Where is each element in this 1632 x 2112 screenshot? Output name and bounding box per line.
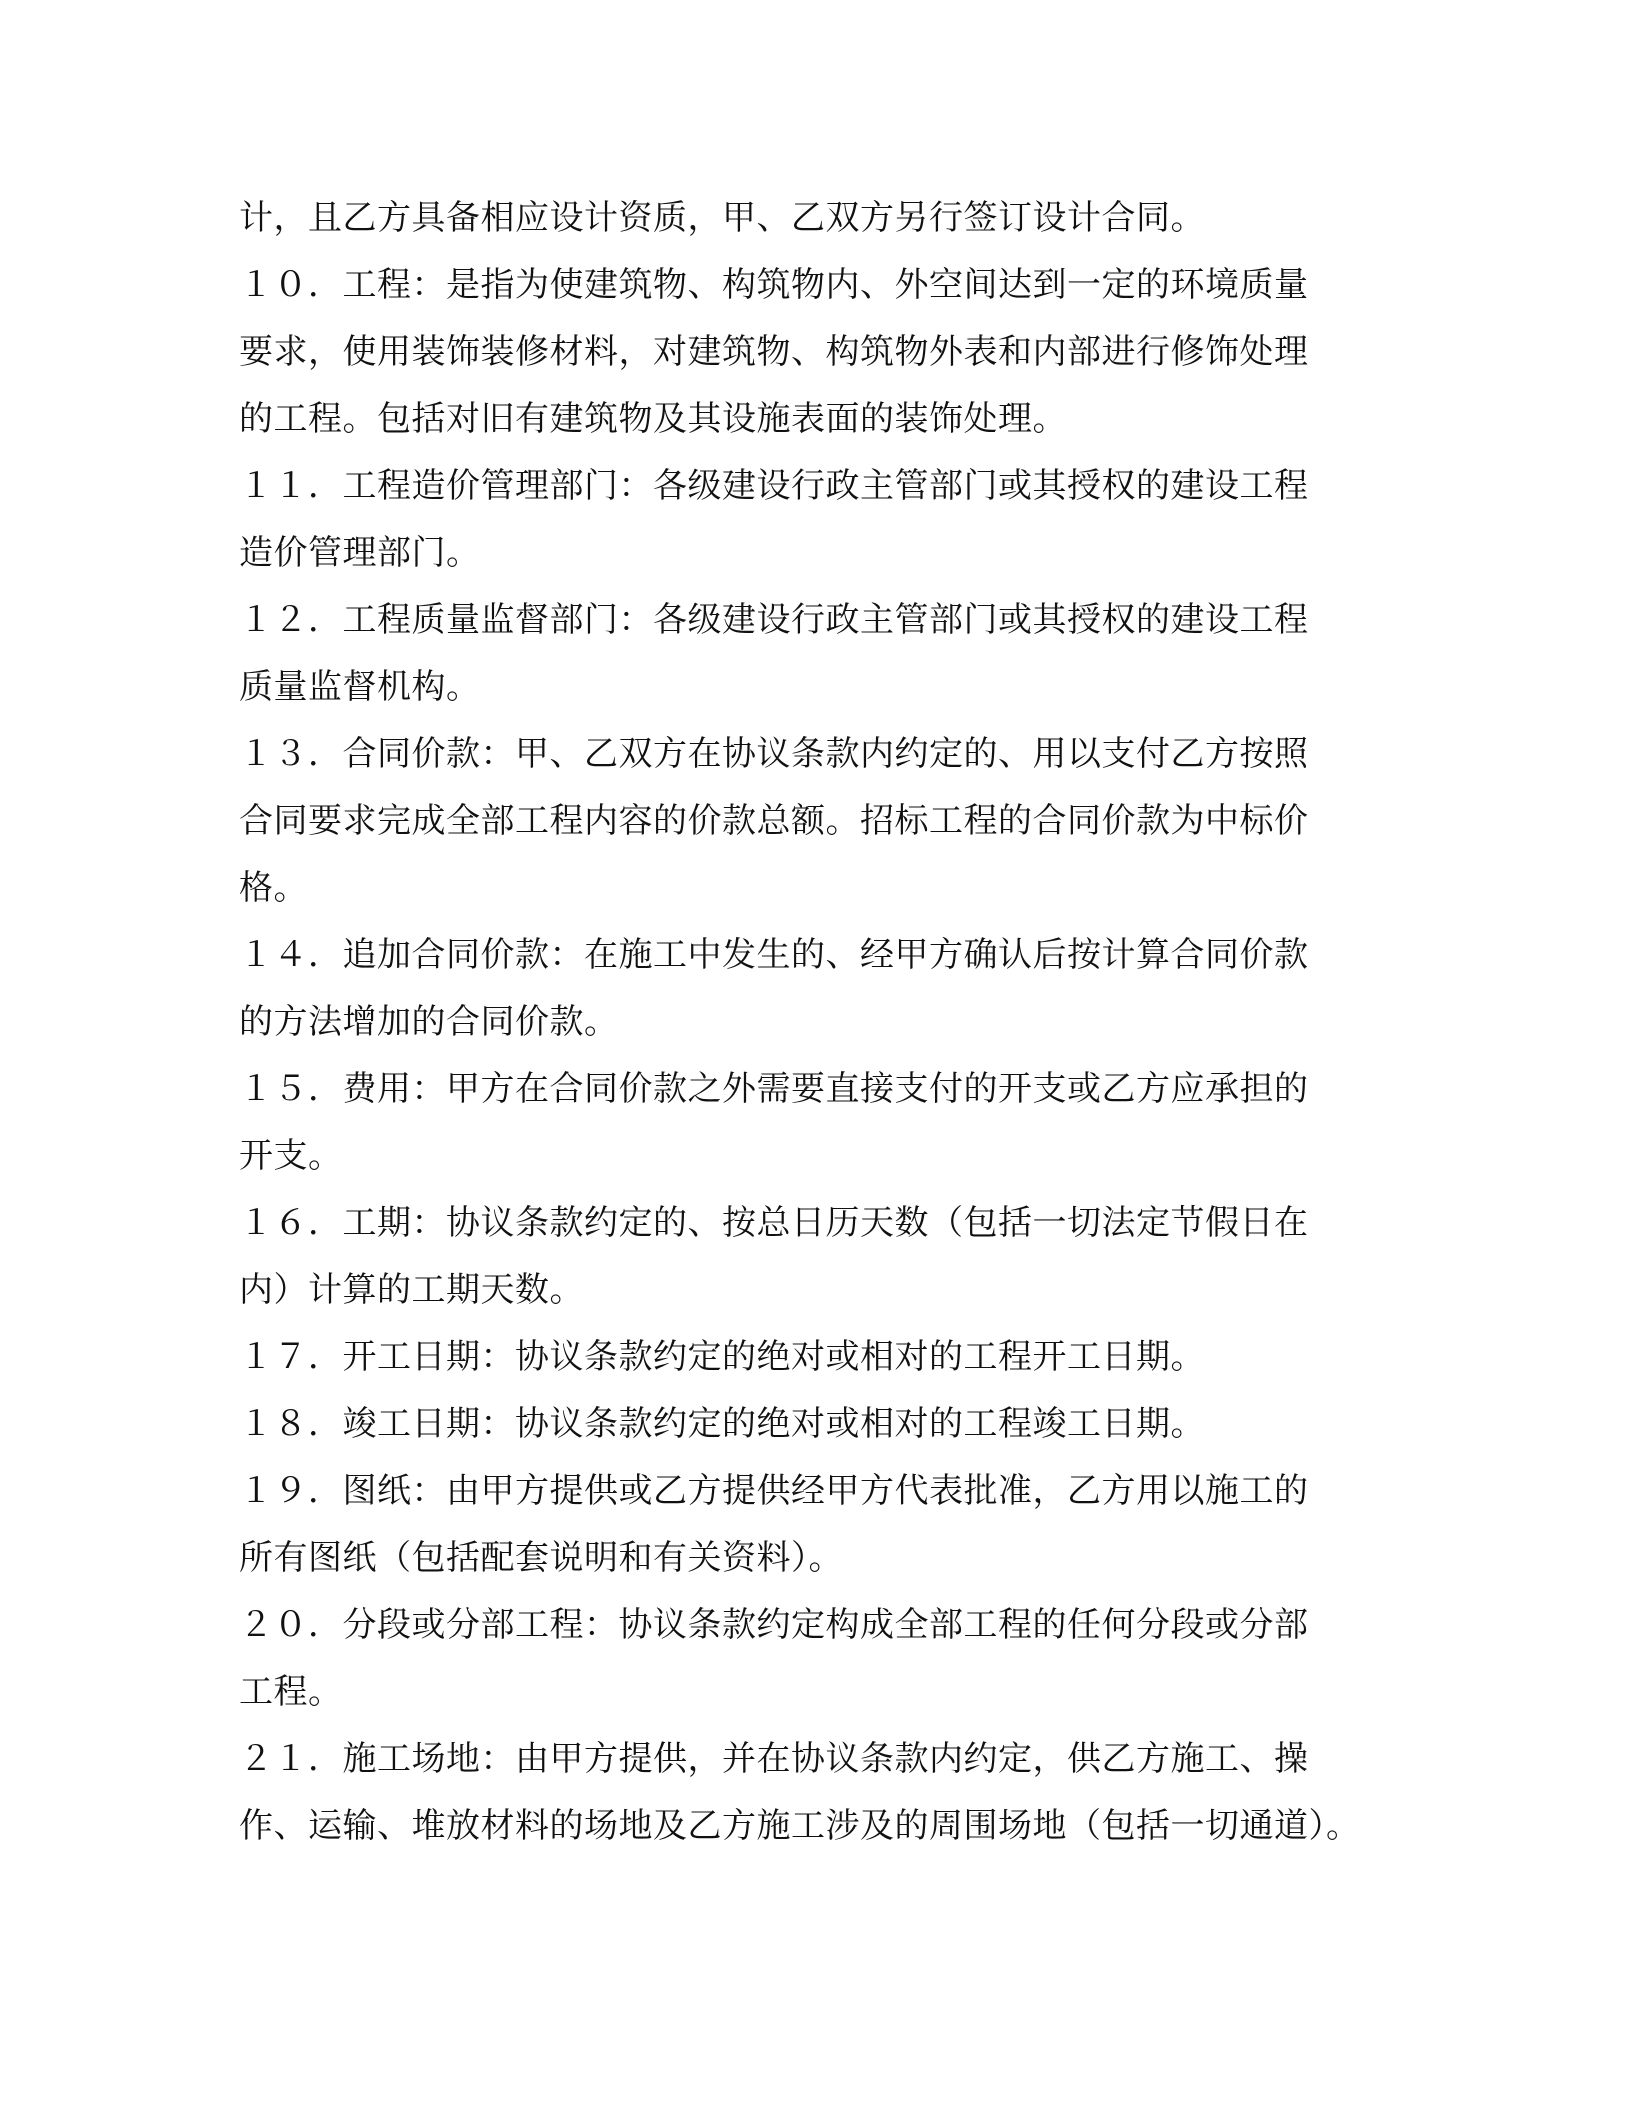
text-line: 作、运输、堆放材料的场地及乙方施工涉及的周围场地（包括一切通道）。 bbox=[239, 1806, 1361, 1846]
text-line: 的方法增加的合同价款。 bbox=[239, 1002, 619, 1042]
text-line: 合同要求完成全部工程内容的价款总额。招标工程的合同价款为中标价 bbox=[239, 801, 1309, 841]
text-line: １３．合同价款：甲、乙双方在协议条款内约定的、用以支付乙方按照 bbox=[239, 734, 1309, 774]
text-line: 格。 bbox=[239, 868, 308, 908]
text-line: 要求，使用装饰装修材料，对建筑物、构筑物外表和内部进行修饰处理 bbox=[239, 332, 1309, 372]
text-line: 工程。 bbox=[239, 1672, 343, 1712]
text-line: １１．工程造价管理部门：各级建设行政主管部门或其授权的建设工程 bbox=[239, 466, 1309, 506]
text-line: ２１．施工场地：由甲方提供，并在协议条款内约定，供乙方施工、操 bbox=[239, 1739, 1309, 1779]
text-line: １６．工期：协议条款约定的、按总日历天数（包括一切法定节假日在 bbox=[239, 1203, 1309, 1243]
text-line: １７．开工日期：协议条款约定的绝对或相对的工程开工日期。 bbox=[239, 1337, 1205, 1377]
text-line: 质量监督机构。 bbox=[239, 667, 481, 707]
text-line: １９．图纸：由甲方提供或乙方提供经甲方代表批准，乙方用以施工的 bbox=[239, 1471, 1309, 1511]
document-body bbox=[239, 185, 1384, 1860]
text-line: １５．费用：甲方在合同价款之外需要直接支付的开支或乙方应承担的 bbox=[239, 1069, 1309, 1109]
text-line: １０．工程：是指为使建筑物、构筑物内、外空间达到一定的环境质量 bbox=[239, 265, 1309, 305]
text-line: 内）计算的工期天数。 bbox=[239, 1270, 584, 1310]
text-line: ２０．分段或分部工程：协议条款约定构成全部工程的任何分段或分部 bbox=[239, 1605, 1309, 1645]
text-line: 的工程。包括对旧有建筑物及其设施表面的装饰处理。 bbox=[239, 399, 1067, 439]
text-line: １８．竣工日期：协议条款约定的绝对或相对的工程竣工日期。 bbox=[239, 1404, 1205, 1444]
text-line: 开支。 bbox=[239, 1136, 343, 1176]
text-line: 造价管理部门。 bbox=[239, 533, 481, 573]
text-line: 所有图纸（包括配套说明和有关资料）。 bbox=[239, 1538, 843, 1578]
text-line: １２．工程质量监督部门：各级建设行政主管部门或其授权的建设工程 bbox=[239, 600, 1309, 640]
text-line: 计，且乙方具备相应设计资质，甲、乙双方另行签订设计合同。 bbox=[239, 198, 1205, 238]
text-line: １４．追加合同价款：在施工中发生的、经甲方确认后按计算合同价款 bbox=[239, 935, 1309, 975]
